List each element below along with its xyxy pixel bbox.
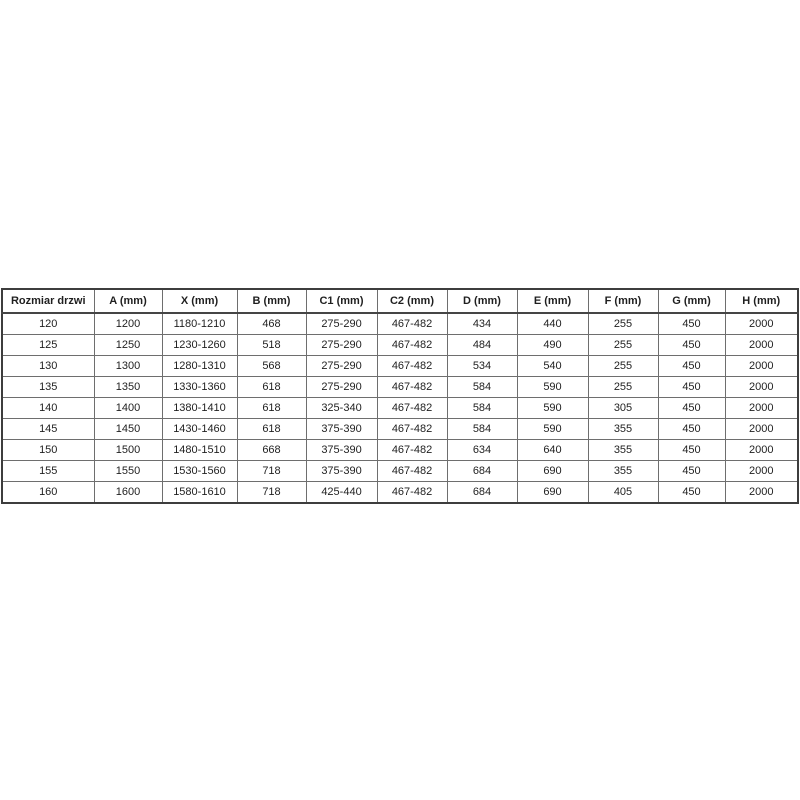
table-cell: 255 <box>588 356 658 377</box>
table-cell: 275-290 <box>306 377 377 398</box>
table-cell: 450 <box>658 482 725 504</box>
table-cell: 1530-1560 <box>162 461 237 482</box>
table-cell: 450 <box>658 335 725 356</box>
table-cell: 255 <box>588 313 658 335</box>
table-cell: 325-340 <box>306 398 377 419</box>
table-cell: 618 <box>237 377 306 398</box>
table-cell: 1330-1360 <box>162 377 237 398</box>
table-cell: 450 <box>658 377 725 398</box>
column-header: B (mm) <box>237 289 306 313</box>
table-cell: 160 <box>2 482 94 504</box>
table-cell: 584 <box>447 377 517 398</box>
table-cell: 2000 <box>725 461 798 482</box>
table-cell: 145 <box>2 419 94 440</box>
table-cell: 450 <box>658 398 725 419</box>
table-cell: 718 <box>237 482 306 504</box>
table-cell: 634 <box>447 440 517 461</box>
table-cell: 467-482 <box>377 419 447 440</box>
table-cell: 590 <box>517 398 588 419</box>
table-cell: 1230-1260 <box>162 335 237 356</box>
table-cell: 1480-1510 <box>162 440 237 461</box>
table-row <box>2 440 798 461</box>
table-cell: 1200 <box>94 313 162 335</box>
table-cell: 467-482 <box>377 440 447 461</box>
column-header: X (mm) <box>162 289 237 313</box>
table-cell: 1550 <box>94 461 162 482</box>
table-cell: 2000 <box>725 398 798 419</box>
table-row <box>2 419 798 440</box>
table-cell: 440 <box>517 313 588 335</box>
table-cell: 434 <box>447 313 517 335</box>
table-cell: 1300 <box>94 356 162 377</box>
table-cell: 618 <box>237 419 306 440</box>
table-cell: 1250 <box>94 335 162 356</box>
table-cell: 2000 <box>725 335 798 356</box>
column-header: F (mm) <box>588 289 658 313</box>
table-cell: 467-482 <box>377 398 447 419</box>
table-cell: 1180-1210 <box>162 313 237 335</box>
table-cell: 450 <box>658 419 725 440</box>
table-cell: 450 <box>658 461 725 482</box>
table-cell: 150 <box>2 440 94 461</box>
table-body <box>2 313 798 503</box>
table-cell: 305 <box>588 398 658 419</box>
table-cell: 375-390 <box>306 419 377 440</box>
table-cell: 618 <box>237 398 306 419</box>
column-header: H (mm) <box>725 289 798 313</box>
table-cell: 255 <box>588 377 658 398</box>
column-header: A (mm) <box>94 289 162 313</box>
table-cell: 355 <box>588 461 658 482</box>
table-cell: 2000 <box>725 377 798 398</box>
table-row <box>2 377 798 398</box>
dimensions-table <box>1 288 799 504</box>
table-cell: 568 <box>237 356 306 377</box>
table-cell: 534 <box>447 356 517 377</box>
table-cell: 467-482 <box>377 356 447 377</box>
table-cell: 590 <box>517 419 588 440</box>
table-cell: 467-482 <box>377 461 447 482</box>
table-cell: 584 <box>447 398 517 419</box>
table-cell: 355 <box>588 440 658 461</box>
column-header: C2 (mm) <box>377 289 447 313</box>
table-cell: 690 <box>517 461 588 482</box>
table-cell: 490 <box>517 335 588 356</box>
table-cell: 450 <box>658 440 725 461</box>
table-row <box>2 461 798 482</box>
table-cell: 640 <box>517 440 588 461</box>
table-cell: 355 <box>588 419 658 440</box>
column-header: G (mm) <box>658 289 725 313</box>
table-cell: 2000 <box>725 313 798 335</box>
table-cell: 684 <box>447 461 517 482</box>
table-cell: 467-482 <box>377 482 447 504</box>
table-cell: 690 <box>517 482 588 504</box>
table-cell: 1280-1310 <box>162 356 237 377</box>
table-row <box>2 356 798 377</box>
table-header <box>2 289 798 313</box>
table-cell: 684 <box>447 482 517 504</box>
table-cell: 1600 <box>94 482 162 504</box>
column-header: E (mm) <box>517 289 588 313</box>
table-cell: 120 <box>2 313 94 335</box>
column-header: D (mm) <box>447 289 517 313</box>
table-cell: 1430-1460 <box>162 419 237 440</box>
table-cell: 718 <box>237 461 306 482</box>
table-cell: 375-390 <box>306 440 377 461</box>
column-header: Rozmiar drzwi <box>2 289 94 313</box>
table-cell: 1580-1610 <box>162 482 237 504</box>
table-cell: 140 <box>2 398 94 419</box>
table-cell: 590 <box>517 377 588 398</box>
table-cell: 275-290 <box>306 313 377 335</box>
table-cell: 484 <box>447 335 517 356</box>
table-cell: 125 <box>2 335 94 356</box>
table-cell: 1350 <box>94 377 162 398</box>
table-cell: 275-290 <box>306 356 377 377</box>
header-row <box>2 289 798 313</box>
table-cell: 275-290 <box>306 335 377 356</box>
table-cell: 255 <box>588 335 658 356</box>
table-cell: 467-482 <box>377 313 447 335</box>
table-cell: 155 <box>2 461 94 482</box>
table-cell: 130 <box>2 356 94 377</box>
table-cell: 425-440 <box>306 482 377 504</box>
table-cell: 2000 <box>725 440 798 461</box>
table-cell: 584 <box>447 419 517 440</box>
table-cell: 2000 <box>725 419 798 440</box>
table-cell: 468 <box>237 313 306 335</box>
table-cell: 467-482 <box>377 335 447 356</box>
table-cell: 405 <box>588 482 658 504</box>
table-cell: 450 <box>658 313 725 335</box>
table-row <box>2 313 798 335</box>
table-row <box>2 335 798 356</box>
table-cell: 450 <box>658 356 725 377</box>
table-cell: 668 <box>237 440 306 461</box>
table-cell: 1500 <box>94 440 162 461</box>
table-cell: 1380-1410 <box>162 398 237 419</box>
table-row <box>2 398 798 419</box>
table-cell: 135 <box>2 377 94 398</box>
table-cell: 518 <box>237 335 306 356</box>
table-cell: 2000 <box>725 356 798 377</box>
table-row <box>2 482 798 504</box>
table-cell: 467-482 <box>377 377 447 398</box>
table-cell: 1400 <box>94 398 162 419</box>
table-cell: 2000 <box>725 482 798 504</box>
table-cell: 375-390 <box>306 461 377 482</box>
table-cell: 540 <box>517 356 588 377</box>
column-header: C1 (mm) <box>306 289 377 313</box>
table-cell: 1450 <box>94 419 162 440</box>
